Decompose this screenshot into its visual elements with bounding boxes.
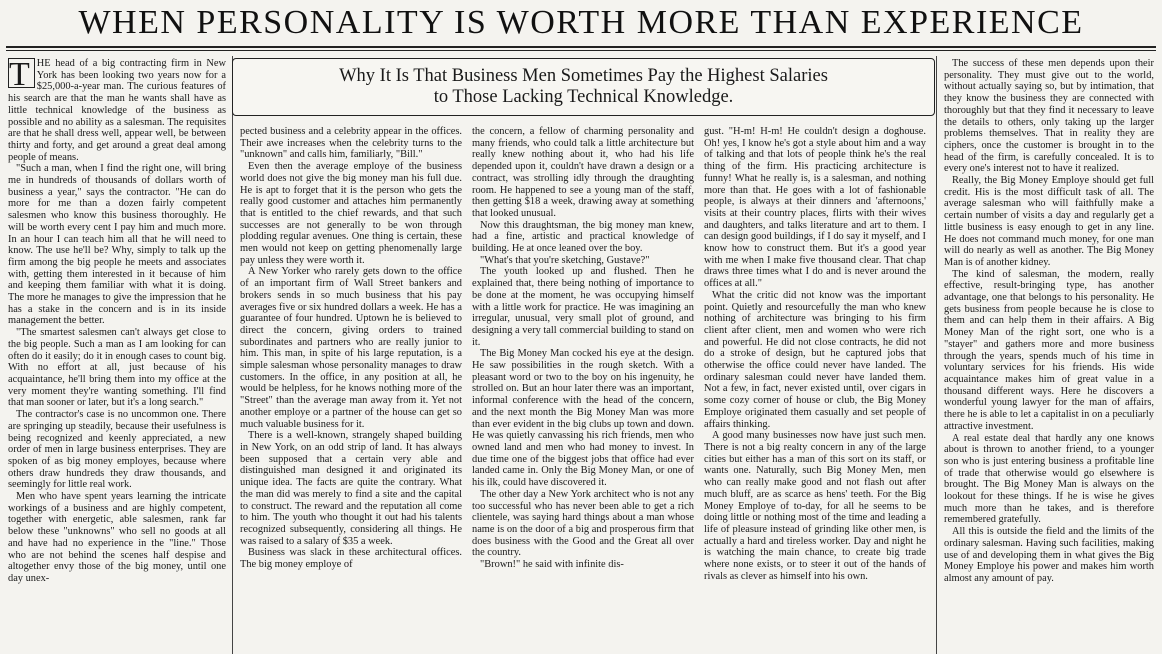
paragraph: The youth looked up and flushed. Then he explained that, there being nothing of importance to be done at the moment, he was occupying himself with a little work for practice. He was imagining an irregular, unusual, very small plot of ground, and designing a very tall commercial building to stand on it.: [472, 266, 694, 348]
column-divider: [936, 56, 937, 654]
paragraph: The other day a New York architect who is not any too successful who has never been able to get a rich clientele, was saying hard things about a man whose name is on the door of a big and prosperous firm that does business with the Good and the Great all over the country.: [472, 488, 694, 559]
paragraph: Business was slack in these architectural offices. The big money employe of: [240, 547, 462, 571]
paragraph: Now this draughtsman, the big money man knew, had a fine, artistic and practical knowledge of building. He at once leaned over the boy.: [472, 219, 694, 255]
subheadline-line-1: Why It Is That Business Men Sometimes Pay the Highest Salaries: [339, 66, 828, 86]
paragraph: The success of these men depends upon their personality. They must give out to the world, without actually saying so, but by intimation, that they know the business they are connected with thoroughly but that they find it necessary to leave the details to others, only taking up the larger problems themselves. That in reality they are ciphers, once the customer is brought in to the head of the firm, is carefully concealed. It is to every one's interest not to have it realized.: [944, 58, 1154, 175]
headline-inner-rule: [6, 50, 1156, 51]
paragraph: A good many businesses now have just such men. There is not a big realty concern in any of the large cities but either has a man of this sort on its staff, or wants one. Naturally, such Big Money Men, men who can really make good and not flash out after much bluff, are as scarce as hens' teeth. For the Big Money Employe of to-day, for all he seems to be doing little or nothing most of the time and leading a life of pleasure instead of grinding like other men, is actually a hard and tireless worker. Day and night he is watching the main chance, to create big trade where none exists, or to steer it out of the hands of rivals as clever as himself into his own.: [704, 430, 926, 582]
paragraph: Even then the average employe of the business world does not give the big money man his full due. He is apt to forget that it is the person who gets the really good customer and attaches him permanently that is entitled to the chief rewards, and that such successes are not generally to be won through plodding regular avenues. One thing is certain, these men would not keep on getting phenomenally large pay unless they were worth it.: [240, 161, 462, 266]
paragraph: A real estate deal that hardly any one knows about is thrown to another friend, to a younger son who is just entering business a profitable line of trade that otherwise would go elsewhere is brought. The Big Money Man is always on the lookout for these things. If he is wise he gives much more than he takes, and is therefore remembered gratefully.: [944, 432, 1154, 526]
paragraph: Men who have spent years learning the intricate workings of a business and are highly competent, together with energetic, able salesmen, rank far below these "unknowns" who sell no goods at all and have had no experience in the "line." Those who are not behind the scenes half despise and altogether envy those of the big money, until one day unex-: [8, 491, 226, 584]
paragraph: "What's that you're sketching, Gustave?": [480, 254, 650, 266]
paragraph: HE head of a big contracting firm in New York has been looking two years now for a $25,000-a-year man. The curious features of his search are that the man he wants shall have as little technical knowledge of the business as possible and no ability as a salesman. The requisites are that he shall dress well, appear well, be between thirty and forty, and get around a great deal among people of means.: [8, 58, 226, 163]
paragraph: "Brown!" he said with infinite dis-: [480, 559, 624, 571]
drop-cap: T: [8, 58, 35, 88]
paragraph: What the critic did not know was the important point. Quietly and resourcefully the man who knew nothing of architecture was bringing to his firm client after client, men and women who were rich and powerful. He did not close contracts, he did not do a stroke of design, but he captured jobs that otherwise the office could never have landed. The ordinary salesman could never have landed them. Not a few, in fact, never existed until, over cigars in some cozy corner of house or club, the Big Money Employe originated them casually and set people of affairs thinking.: [704, 289, 926, 430]
paragraph: "The smartest salesmen can't always get close to the big people. Such a man as I am looking for can often do it easily; do it in enough cases to count big. With no effort at all, just because of his acquaintance, he'll bring them into my office at the very moment they're wanting something. I'll find that man sooner or later, but it's a long search.": [8, 327, 226, 409]
paragraph: All this is outside the field and the limits of the ordinary salesman. Having such facilities, making use of and developing them in what gives the Big Money Employe his power and makes him worth almost any amount of pay.: [944, 526, 1154, 584]
column-4: [704, 126, 926, 654]
column-2: [240, 126, 462, 654]
paragraph: the concern, a fellow of charming personality and many friends, who could talk a little architecture but really knew nothing about it, who had his life depended upon it, couldn't have drawn a design or a contract, was strolling idly through the draughting room. He happened to see a young man of the staff, then getting $18 a week, drawing away at something that looked unusual.: [472, 126, 694, 219]
paragraph: There is a well-known, strangely shaped building in New York, on an odd strip of land. It has always been supposed that a certain very able and distinguished man designed it and originated its unique idea. The facts are quite the contrary. What the man did was merely to find a site and the capital to construct. The reward and the reputation all come to him. The youth who thought it out had his talents recognized subsequently, considering all things. He was raised to a salary of $35 a week.: [240, 430, 462, 547]
paragraph: The kind of salesman, the modern, really effective, result-bringing type, has another advantage, one that belongs to his personality. He gets business from people because he is close to them and can help them in their affairs. A Big Money Man of the right sort, one who is a "stayer" and gathers more and more business through the years, spends much of his time in voluntary services for his friends. His wide acquaintance makes him of great value in a thousand different ways. Here he discovers a wonderful young lawyer for the man of affairs, there he is able to let a capitalist in on a peculiarly attractive investment.: [944, 268, 1154, 432]
column-5: [944, 58, 1154, 654]
paragraph: The contractor's case is no uncommon one. There are springing up steadily, because their usefulness is being recognized and keenly appreciated, a new order of men in large business enterprises. They are spoken of as big money employes, because where others draw hundreds they draw thousands, and seemingly for little real work.: [8, 409, 226, 491]
subheadline-box: [232, 58, 935, 116]
column-3: [472, 126, 694, 654]
headline: WHEN PERSONALITY IS WORTH MORE THAN EXPERIENCE: [78, 4, 1084, 41]
paragraph: A New Yorker who rarely gets down to the office of an important firm of Wall Street bankers and brokers sends in so much business that his pay averages five or six hundred dollars a week. He has a guarantee of four hundred. Uptown he is believed to direct the concern, giving orders to trained subordinates and partners who are really junior to him. This man, in spite of his large reputation, is a simple salesman whose personality manages to draw customers. In the office, in any position at all, he would be helpless, for he knows nothing more of the "Street" than the average man away from it. Yet not another employe or a partner of the house can get so much valuable business for it.: [240, 266, 462, 430]
column-divider: [232, 56, 233, 654]
subheadline-line-2: to Those Lacking Technical Knowledge.: [433, 87, 734, 107]
paragraph: pected business and a celebrity appear in the offices. Their awe increases when the celebrity turns to the "unknown" and calls him, familiarly, "Bill.": [240, 126, 462, 161]
headline-rule: [6, 46, 1156, 48]
paragraph: "Such a man, when I find the right one, will bring me in hundreds of thousands of dollars worth of business a year," says the contractor. "He can do more for me than a dozen fairly competent salesmen who know this business thoroughly. He will be worth every cent I pay him and much more. In an hour I can teach him all that he will need to know. The use he'll be? Why, simply to talk up the firm among the big people he meets and associates with, getting them interested in it because of him and keeping them familiar with what it is doing. The more he manages to give the impression that he has a stake in the concern and is in its inside management the better.: [8, 163, 226, 327]
paragraph: gust. "H-m! H-m! He couldn't design a doghouse. Oh! yes, I know he's got a style about him and a way of talking and that lots of people think he's the real thing of the firm. His practicing architecture is funny! What he really is, is a salesman, and nothing more than that. He goes with a lot of fashionable people, is always at their dinners and 'afternoons,' visits at their country places, flirts with their wives and daughters, and talks literature and art to them. I can design good buildings, if I do say it myself, and I know how to construct them. But it's a good year with me when I make five thousand clear. That chap draws three times what I do and is never around the offices at all.": [704, 126, 926, 290]
column-1: [8, 58, 226, 654]
paragraph: Really, the Big Money Employe should get full credit. His is the most difficult task of all. The average salesman who will faithfully make a certain number of visits a day and regularly get a little business is easy enough to get in any line. He does not command much money, for one man will do nearly as well as another. The Big Money Man is of another kidney.: [944, 175, 1154, 268]
paragraph: The Big Money Man cocked his eye at the design. He saw possibilities in the rough sketch. With a pleasant word or two to the boy on his ingenuity, he strolled on. But an hour later there was an important, informal conference with the head of the concern, and the next month the Big Money Man was more than ever evident in the big clubs up town and down. He was quietly canvassing his rich friends, men who owned land and men who had money to invest. In due time one of the biggest jobs that office had ever landed came in. Only the Big Money Man, or one of his ilk, could have discovered it.: [472, 348, 694, 489]
